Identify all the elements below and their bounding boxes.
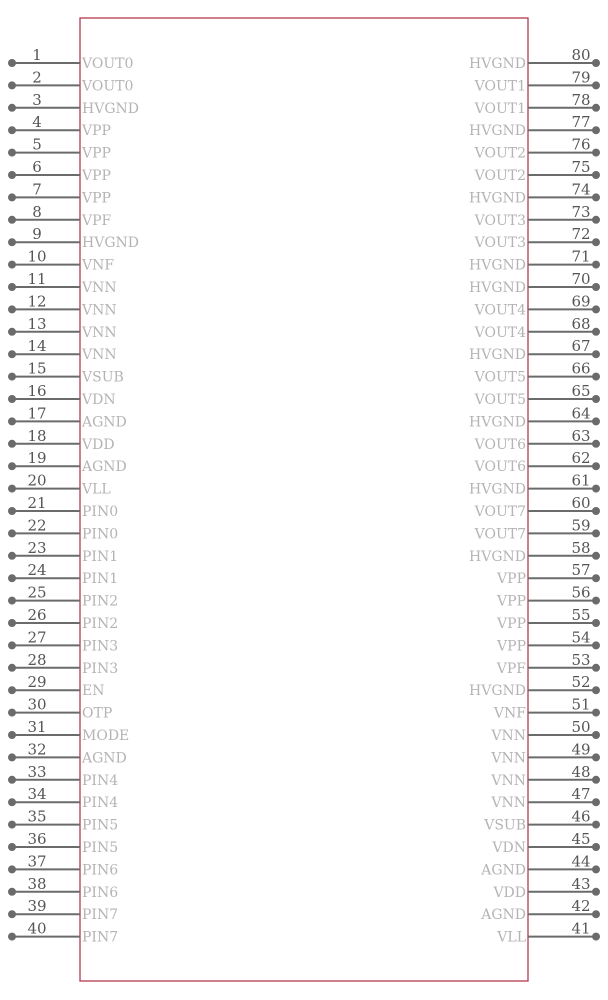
pin-name: VOUT6: [474, 459, 526, 476]
pin-name: VDD: [493, 884, 526, 901]
pin-name: PIN3: [82, 638, 119, 655]
pin-name: VNN: [82, 347, 117, 364]
pin-name: PIN1: [82, 571, 119, 588]
ic-body-outline: [80, 18, 528, 981]
pin-33: [8, 763, 118, 789]
pin-10: [8, 248, 114, 274]
pin-name: PIN7: [82, 907, 119, 924]
pin-endpoint-dot: [592, 350, 600, 358]
pin-number: 24: [27, 561, 47, 580]
pin-number: 21: [27, 494, 47, 512]
pin-number: 4: [32, 113, 42, 132]
pin-number: 63: [571, 426, 591, 445]
pin-name: VPP: [82, 190, 111, 207]
pin-19: [8, 449, 127, 475]
pin-17: [8, 404, 127, 430]
pin-name: VOUT3: [474, 212, 526, 229]
pin-endpoint-dot: [592, 283, 600, 291]
pin-endpoint-dot: [592, 574, 600, 582]
pin-name: VNN: [491, 750, 526, 767]
pin-endpoint-dot: [592, 149, 600, 157]
pin-endpoint-dot: [592, 597, 600, 605]
pin-endpoint-dot: [592, 395, 600, 403]
pin-number: 33: [27, 762, 47, 781]
pin-endpoint-dot: [8, 149, 16, 157]
pin-name: VPP: [82, 168, 111, 184]
pin-endpoint-dot: [8, 59, 16, 67]
pin-number: 80: [571, 46, 591, 64]
pin-endpoint-dot: [592, 910, 600, 918]
pin-35: [8, 808, 118, 834]
pin-5: [8, 136, 111, 162]
pin-name: HVGND: [469, 414, 526, 431]
left-pin-column: [8, 46, 139, 946]
pin-name: PIN3: [82, 660, 119, 677]
pin-name: VNF: [493, 705, 526, 722]
pin-number: 78: [571, 90, 591, 109]
pin-number: 57: [571, 561, 591, 580]
pin-number: 72: [571, 225, 591, 244]
pin-number: 26: [27, 606, 47, 624]
pin-number: 27: [27, 628, 47, 647]
pin-number: 68: [571, 314, 591, 333]
pin-name: AGND: [82, 459, 127, 476]
pin-number: 2: [32, 68, 42, 87]
pin-number: 17: [27, 404, 47, 423]
pin-number: 44: [571, 852, 591, 871]
pin-name: VSUB: [82, 369, 124, 386]
pin-endpoint-dot: [592, 552, 600, 560]
pin-name: VOUT0: [82, 78, 134, 95]
pin-endpoint-dot: [8, 709, 16, 717]
pin-number: 11: [27, 270, 47, 288]
pin-number: 28: [27, 650, 47, 669]
pin-25: [8, 584, 118, 610]
pin-31: [8, 718, 129, 744]
right-pin-column: [469, 46, 600, 946]
pin-endpoint-dot: [592, 619, 600, 627]
pin-number: 9: [32, 225, 42, 244]
pin-name: MODE: [82, 728, 130, 744]
pin-endpoint-dot: [8, 753, 16, 761]
pin-name: VPF: [496, 660, 526, 677]
pin-endpoint-dot: [8, 216, 16, 224]
pin-endpoint-dot: [8, 305, 16, 313]
pin-number: 45: [571, 830, 591, 848]
pin-endpoint-dot: [8, 888, 16, 896]
pin-endpoint-dot: [8, 933, 16, 941]
pin-endpoint-dot: [8, 798, 16, 806]
pin-name: VNN: [82, 324, 117, 341]
pin-number: 46: [571, 807, 591, 826]
pin-number: 74: [571, 180, 591, 199]
pin-name: AGND: [82, 414, 127, 431]
pin-name: PIN6: [82, 884, 119, 901]
pin-32: [8, 740, 127, 766]
pin-18: [8, 427, 115, 453]
pin-number: 59: [571, 516, 591, 535]
pin-endpoint-dot: [592, 261, 600, 269]
pin-1: [8, 46, 133, 72]
pin-36: [8, 830, 118, 856]
pin-number: 1: [32, 46, 42, 64]
pin-name: PIN5: [82, 817, 119, 834]
pin-number: 25: [27, 583, 47, 602]
pin-name: VNN: [491, 795, 526, 812]
pin-endpoint-dot: [592, 731, 600, 739]
pin-name: HVGND: [82, 235, 139, 252]
pin-number: 3: [32, 90, 42, 109]
pin-41: [496, 920, 600, 946]
pin-name: VOUT0: [82, 56, 134, 72]
pin-number: 23: [27, 538, 47, 557]
pin-name: PIN1: [82, 548, 119, 565]
pin-name: HVGND: [469, 548, 526, 565]
pin-name: VDN: [492, 840, 526, 856]
pin-endpoint-dot: [592, 888, 600, 896]
pin-11: [8, 270, 117, 296]
pin-number: 47: [571, 785, 591, 804]
pin-endpoint-dot: [8, 81, 16, 89]
pin-number: 8: [32, 202, 42, 221]
pin-29: [8, 673, 104, 699]
pin-endpoint-dot: [592, 641, 600, 649]
pin-number: 37: [27, 852, 47, 871]
pin-endpoint-dot: [592, 328, 600, 336]
pin-22: [8, 516, 118, 542]
pin-24: [8, 561, 118, 587]
pin-name: VPP: [82, 123, 111, 140]
pin-number: 67: [571, 337, 591, 356]
pin-endpoint-dot: [8, 328, 16, 336]
pin-40: [8, 920, 118, 946]
pin-number: 60: [571, 494, 591, 512]
pin-name: HVGND: [469, 347, 526, 364]
pin-number: 62: [571, 449, 591, 468]
pin-number: 71: [571, 247, 591, 266]
pin-name: VOUT5: [474, 369, 526, 386]
pin-endpoint-dot: [8, 104, 16, 112]
pin-name: VOUT2: [474, 168, 526, 184]
pin-endpoint-dot: [592, 686, 600, 694]
pin-endpoint-dot: [592, 709, 600, 717]
pin-name: VPP: [82, 145, 111, 162]
pin-number: 35: [27, 807, 47, 826]
pin-endpoint-dot: [8, 350, 16, 358]
pin-name: VNN: [491, 728, 526, 744]
pin-endpoint-dot: [592, 81, 600, 89]
pin-endpoint-dot: [8, 261, 16, 269]
pin-number: 14: [27, 337, 47, 356]
pin-number: 12: [27, 292, 47, 311]
pin-endpoint-dot: [8, 641, 16, 649]
pin-number: 51: [571, 695, 591, 714]
pin-number: 13: [27, 314, 47, 333]
pin-endpoint-dot: [592, 59, 600, 67]
pin-endpoint-dot: [8, 574, 16, 582]
pin-number: 22: [27, 516, 47, 535]
pin-endpoint-dot: [8, 507, 16, 515]
pin-endpoint-dot: [592, 104, 600, 112]
pin-endpoint-dot: [592, 843, 600, 851]
pin-name: AGND: [481, 862, 526, 879]
pin-6: [8, 158, 111, 184]
pin-15: [8, 360, 124, 386]
pin-number: 43: [571, 874, 591, 893]
pin-endpoint-dot: [592, 507, 600, 515]
pin-name: VLL: [82, 481, 111, 498]
pin-number: 38: [27, 874, 47, 893]
pin-27: [8, 628, 118, 654]
pin-name: VOUT6: [474, 436, 526, 453]
pin-39: [8, 897, 118, 923]
pin-name: VOUT7: [474, 526, 526, 543]
pin-number: 55: [571, 606, 591, 624]
pin-name: HVGND: [469, 280, 526, 296]
pin-number: 7: [32, 180, 42, 199]
pin-number: 42: [571, 897, 591, 916]
pin-endpoint-dot: [8, 395, 16, 403]
pin-number: 75: [571, 158, 591, 176]
pin-endpoint-dot: [592, 664, 600, 672]
pin-name: EN: [82, 683, 105, 700]
pin-endpoint-dot: [592, 753, 600, 761]
pin-name: PIN4: [82, 795, 119, 812]
pin-16: [8, 382, 116, 408]
pin-endpoint-dot: [8, 462, 16, 470]
pin-name: PIN5: [82, 840, 119, 856]
pin-name: HVGND: [82, 100, 139, 117]
pin-number: 56: [571, 583, 591, 602]
pin-34: [8, 785, 118, 811]
pin-number: 50: [571, 718, 591, 736]
pin-endpoint-dot: [592, 440, 600, 448]
pin-name: OTP: [82, 705, 113, 722]
pin-number: 73: [571, 202, 591, 221]
pin-number: 52: [571, 673, 591, 692]
pin-number: 79: [571, 68, 591, 87]
pin-name: HVGND: [469, 481, 526, 498]
pin-number: 10: [27, 247, 47, 266]
pin-endpoint-dot: [592, 821, 600, 829]
pin-name: VPP: [497, 616, 526, 632]
pin-endpoint-dot: [592, 373, 600, 381]
pin-name: PIN2: [82, 616, 119, 632]
pin-endpoint-dot: [592, 485, 600, 493]
pin-name: HVGND: [469, 190, 526, 207]
pin-endpoint-dot: [8, 373, 16, 381]
pin-name: VOUT1: [474, 78, 526, 95]
pin-name: VOUT4: [474, 324, 526, 341]
pin-28: [8, 651, 118, 677]
pin-number: 69: [571, 292, 591, 311]
pin-7: [8, 180, 111, 206]
pin-number: 58: [571, 538, 591, 557]
pin-endpoint-dot: [8, 865, 16, 873]
pin-endpoint-dot: [8, 731, 16, 739]
pin-endpoint-dot: [8, 821, 16, 829]
pin-number: 36: [27, 830, 47, 848]
pin-number: 29: [27, 673, 47, 692]
pin-number: 31: [27, 718, 47, 736]
pin-endpoint-dot: [8, 171, 16, 179]
pin-endpoint-dot: [8, 619, 16, 627]
pin-name: HVGND: [469, 56, 526, 72]
pin-13: [8, 315, 117, 341]
pin-endpoint-dot: [8, 776, 16, 784]
pin-number: 18: [27, 426, 47, 445]
pin-number: 76: [571, 135, 591, 154]
pin-number: 54: [571, 628, 591, 647]
pin-name: VDD: [82, 436, 115, 453]
pin-name: HVGND: [469, 683, 526, 700]
pin-name: VLL: [497, 929, 526, 946]
pin-endpoint-dot: [8, 686, 16, 694]
pin-30: [8, 696, 112, 722]
pin-name: VNN: [82, 302, 117, 319]
pin-number: 61: [571, 471, 591, 490]
pin-number: 77: [571, 113, 591, 132]
pin-14: [8, 337, 117, 363]
pin-38: [8, 875, 118, 901]
pin-endpoint-dot: [8, 843, 16, 851]
pin-name: VOUT3: [474, 235, 526, 252]
pin-endpoint-dot: [592, 126, 600, 134]
pin-number: 49: [571, 740, 591, 759]
pin-name: VDN: [82, 392, 116, 408]
pin-name: HVGND: [469, 123, 526, 140]
pin-endpoint-dot: [592, 798, 600, 806]
pin-endpoint-dot: [8, 910, 16, 918]
pin-number: 30: [27, 695, 47, 714]
pin-4: [8, 113, 111, 139]
pin-name: VOUT1: [474, 100, 526, 117]
pin-endpoint-dot: [8, 552, 16, 560]
pin-26: [8, 606, 118, 632]
pin-endpoint-dot: [8, 529, 16, 537]
pin-endpoint-dot: [592, 776, 600, 784]
pin-endpoint-dot: [8, 485, 16, 493]
pin-12: [8, 292, 117, 318]
pin-name: PIN2: [82, 593, 119, 610]
pin-21: [8, 494, 118, 520]
pin-endpoint-dot: [8, 283, 16, 291]
pin-name: PIN4: [82, 772, 119, 789]
pin-number: 20: [27, 471, 47, 490]
pin-number: 39: [27, 897, 47, 916]
pin-endpoint-dot: [592, 865, 600, 873]
pin-endpoint-dot: [8, 664, 16, 672]
pin-name: VOUT2: [474, 145, 526, 162]
pin-20: [8, 472, 111, 498]
pin-endpoint-dot: [8, 417, 16, 425]
pin-name: AGND: [481, 907, 526, 924]
pin-number: 5: [32, 135, 42, 154]
pin-endpoint-dot: [592, 171, 600, 179]
pin-number: 41: [571, 919, 591, 938]
pin-endpoint-dot: [8, 597, 16, 605]
pin-endpoint-dot: [8, 193, 16, 201]
pin-23: [8, 539, 118, 565]
pin-name: VOUT4: [474, 302, 526, 319]
pin-name: AGND: [82, 750, 127, 767]
pin-endpoint-dot: [592, 462, 600, 470]
pin-name: VPP: [497, 593, 526, 610]
pin-name: PIN0: [82, 504, 119, 520]
pin-endpoint-dot: [592, 193, 600, 201]
pin-endpoint-dot: [592, 933, 600, 941]
pin-name: PIN0: [82, 526, 119, 543]
pin-number: 65: [571, 382, 591, 400]
pin-name: VOUT5: [474, 392, 526, 408]
pin-name: VOUT7: [474, 504, 526, 520]
pin-number: 48: [571, 762, 591, 781]
pin-name: VSUB: [484, 817, 526, 834]
pin-endpoint-dot: [8, 440, 16, 448]
pin-37: [8, 852, 118, 878]
pin-name: VPP: [497, 638, 526, 655]
pin-endpoint-dot: [8, 126, 16, 134]
pin-name: VNN: [491, 772, 526, 789]
pin-2: [8, 68, 133, 94]
pin-endpoint-dot: [592, 529, 600, 537]
pin-number: 32: [27, 740, 47, 759]
pin-endpoint-dot: [592, 216, 600, 224]
pin-name: VNF: [82, 257, 115, 274]
pin-number: 53: [571, 650, 591, 669]
pin-endpoint-dot: [8, 238, 16, 246]
pin-number: 19: [27, 449, 47, 468]
pin-8: [8, 203, 112, 229]
pin-number: 34: [27, 785, 47, 804]
pin-3: [8, 91, 139, 117]
pin-number: 40: [27, 919, 47, 938]
pin-name: HVGND: [469, 257, 526, 274]
pin-name: VPF: [82, 212, 112, 229]
pin-number: 15: [27, 359, 47, 378]
pin-endpoint-dot: [592, 305, 600, 313]
pin-name: VPP: [497, 571, 526, 588]
pin-number: 70: [571, 270, 591, 288]
pin-name: PIN7: [82, 929, 119, 946]
pin-endpoint-dot: [592, 238, 600, 246]
pin-number: 6: [32, 158, 42, 176]
pin-number: 16: [27, 382, 47, 400]
pin-number: 66: [571, 359, 591, 378]
pin-name: PIN6: [82, 862, 119, 879]
pin-endpoint-dot: [592, 417, 600, 425]
pin-name: VNN: [82, 280, 117, 296]
pin-number: 64: [571, 404, 591, 423]
